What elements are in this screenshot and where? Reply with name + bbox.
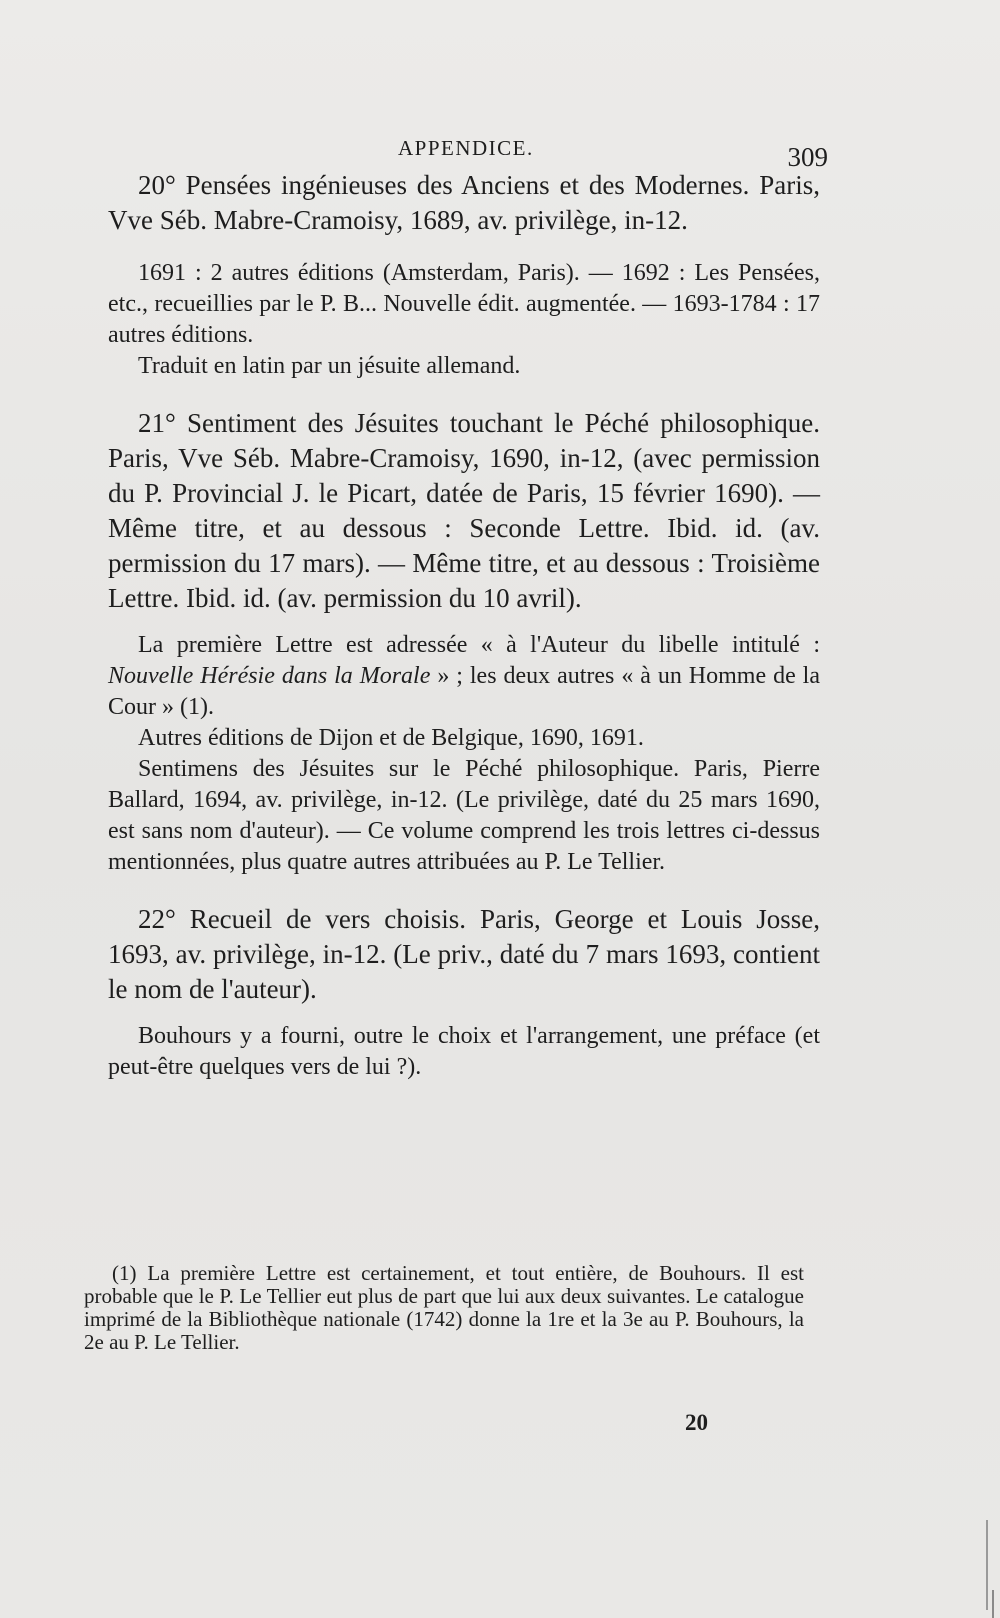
entry-22-title: 22° Recueil de vers choisis. Paris, George et Louis Josse, 1693, av. privilège, in-12. (Le priv., daté du 7 mars 1693, contient le nom de l'auteur). bbox=[108, 904, 820, 1004]
entry-20-title: 20° Pensées ingénieuses des Anciens et des Modernes. Paris, Vve Séb. Mabre-Cramoisy, 1689, av. privilège, in-12. bbox=[108, 170, 820, 235]
entry-20-editions: 1691 : 2 autres éditions (Amsterdam, Paris). — 1692 : Les Pensées, etc., recueillies par le P. B... Nouvelle édit. augmentée. — 1693-1784 : 17 autres éditions. bbox=[108, 260, 820, 348]
entry-21-other-editions: Autres éditions de Dijon et de Belgique, 1690, 1691. bbox=[138, 725, 644, 751]
scan-edge-mark-lower bbox=[992, 1590, 994, 1618]
entry-21-sentimens: Sentimens des Jésuites sur le Péché philosophique. Paris, Pierre Ballard, 1694, av. privilège, in-12. (Le privilège, daté du 25 mars 1690, est sans nom d'auteur). — Ce volume comprend les trois lettres ci-dessus mentionnées, plus quatre autres attribuées au P. Le Tellier. bbox=[108, 756, 820, 875]
page-number: 309 bbox=[787, 142, 828, 172]
entry-21-first-letter-note bbox=[108, 630, 820, 723]
running-head: APPENDICE. bbox=[398, 136, 534, 160]
signature-mark: 20 bbox=[685, 1410, 708, 1435]
note-text-before: La première Lettre est adressée « à l'Auteur du libelle intitulé : bbox=[138, 632, 820, 658]
entry-22-note: Bouhours y a fourni, outre le choix et l'arrangement, une préface (et peut-être quelques vers de lui ?). bbox=[108, 1023, 820, 1080]
note-text-after: » ; les deux autres « à un Homme de la Cour » (1). bbox=[108, 663, 820, 720]
footnote: (1) La première Lettre est certainement, et tout entière, de Bouhours. Il est probable que le P. Le Tellier eut plus de part que lui aux deux suivantes. Le catalogue imprimé de la Bibliothèque nationale (1742) donne la 1re et la 3e au P. Bouhours, la 2e au P. Le Tellier. bbox=[84, 1261, 804, 1354]
scan-edge-mark bbox=[986, 1520, 988, 1610]
body-text bbox=[108, 168, 820, 1083]
entry-20-translation: Traduit en latin par un jésuite allemand. bbox=[138, 353, 521, 379]
work-title-italic: Nouvelle Hérésie dans la Morale bbox=[108, 663, 431, 689]
entry-21-title: 21° Sentiment des Jésuites touchant le Péché philosophique. Paris, Vve Séb. Mabre-Cramoisy, 1690, in-12, (avec permission du P. Provincial J. le Picart, datée de Paris, 15 février 1690). — Même titre, et au dessous : Seconde Lettre. Ibid. id. (av. permission du 17 mars). — Même titre, et au dessous : Troisième Lettre. Ibid. id. (av. permission du 10 avril). bbox=[108, 408, 820, 613]
